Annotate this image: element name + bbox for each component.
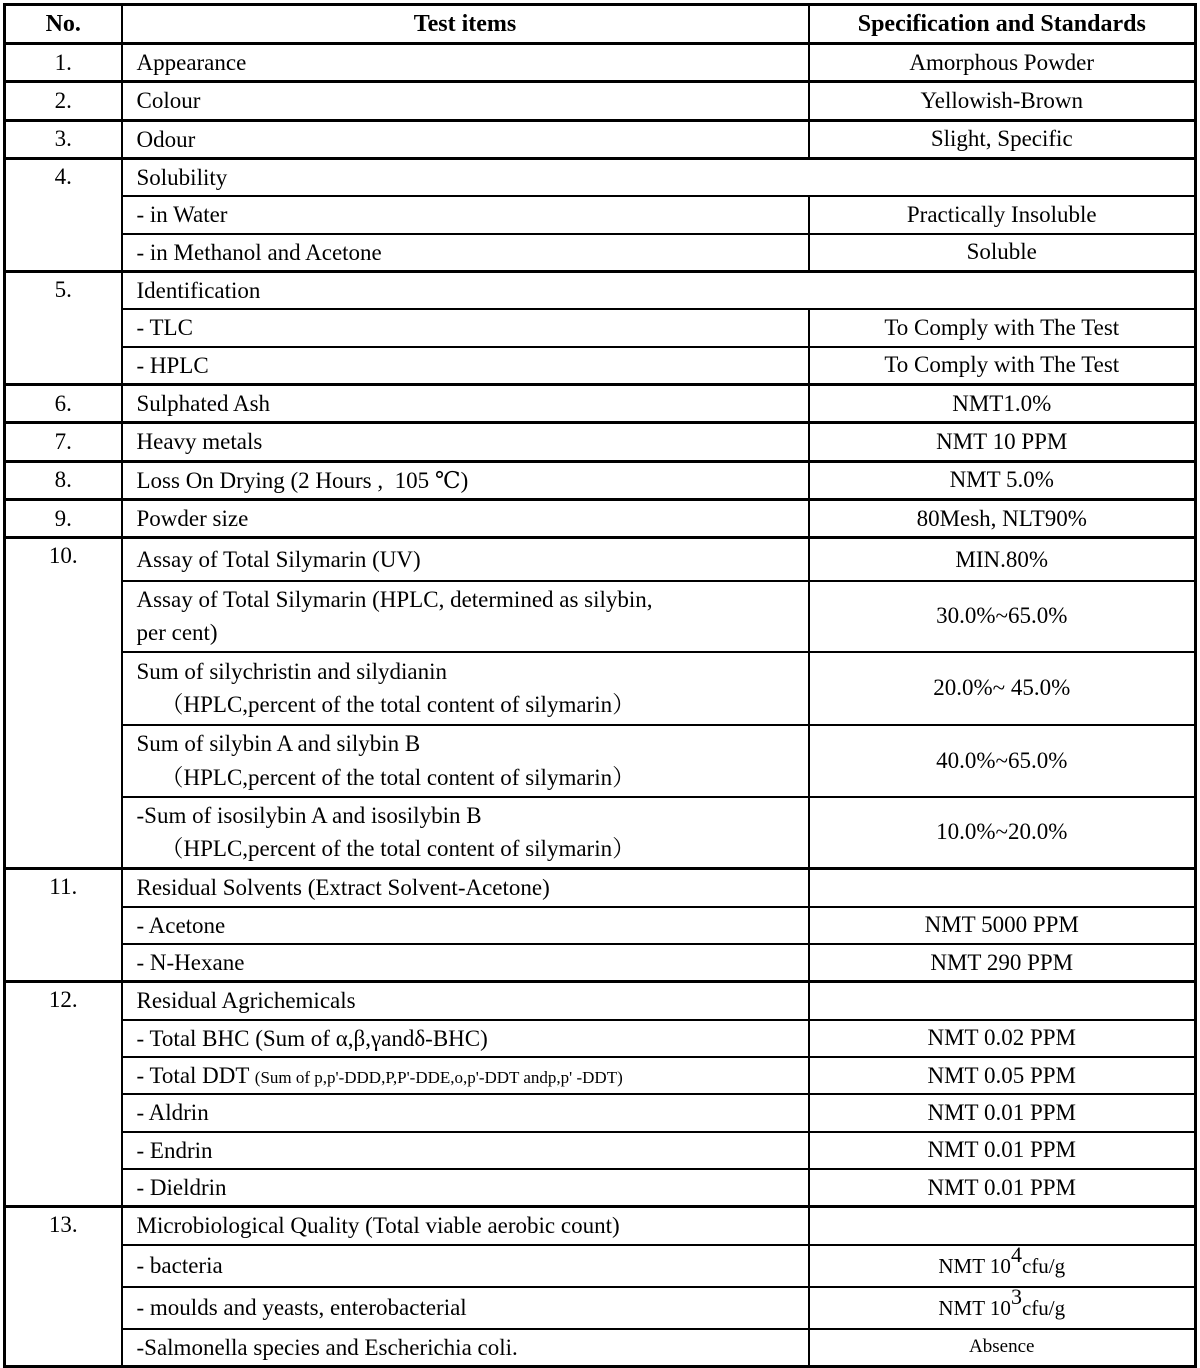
- table-row: [5, 272, 1196, 310]
- table-row: [5, 385, 1196, 423]
- table-row: [5, 500, 1196, 538]
- no-cell: 7.: [5, 423, 122, 461]
- table-row: [5, 196, 1196, 233]
- test-item-cell: Loss On Drying (2 Hours , 105 ℃): [122, 461, 809, 499]
- superscript-exponent: 3: [1010, 1286, 1022, 1309]
- spec-cell: Amorphous Powder: [809, 44, 1196, 82]
- table-header-row: [5, 5, 1196, 44]
- no-cell: 4.: [5, 159, 122, 272]
- spec-cell: NMT 0.01 PPM: [809, 1132, 1196, 1169]
- spec-cell: NMT 5000 PPM: [809, 907, 1196, 944]
- table-row: [5, 1169, 1196, 1207]
- no-cell: 9.: [5, 500, 122, 538]
- test-item-cell: - Total BHC (Sum of α,β,γandδ-BHC): [122, 1020, 809, 1057]
- superscript-exponent: 4: [1010, 1244, 1022, 1267]
- table-row: [5, 159, 1196, 197]
- spec-cell: [809, 1207, 1196, 1245]
- no-cell: 3.: [5, 120, 122, 158]
- col-header-no: No.: [5, 5, 122, 44]
- spec-cell: 30.0%~65.0%: [809, 581, 1196, 652]
- spec-cell: NMT 0.01 PPM: [809, 1094, 1196, 1131]
- table-row: [5, 538, 1196, 581]
- table-row: [5, 1329, 1196, 1367]
- table-row: [5, 907, 1196, 944]
- table-row: [5, 1020, 1196, 1057]
- table-row: [5, 461, 1196, 499]
- spec-cell: Absence: [809, 1329, 1196, 1367]
- spec-cell: [809, 982, 1196, 1020]
- spec-cell: Slight, Specific: [809, 120, 1196, 158]
- no-cell: 1.: [5, 44, 122, 82]
- col-header-test-items: Test items: [122, 5, 809, 44]
- test-item-cell: Colour: [122, 82, 809, 120]
- test-item-cell: - in Water: [122, 196, 809, 233]
- spec-cell: NMT 0.02 PPM: [809, 1020, 1196, 1057]
- test-item-cell: - moulds and yeasts, enterobacterial: [122, 1287, 809, 1329]
- table-row: [5, 347, 1196, 385]
- test-item-cell: -Sum of isosilybin A and isosilybin B （HPLC,percent of the total content of silymarin）: [122, 797, 809, 869]
- test-item-cell: - N-Hexane: [122, 944, 809, 982]
- spec-cell: [809, 869, 1196, 907]
- spec-cell: Soluble: [809, 234, 1196, 272]
- test-item-cell: - TLC: [122, 309, 809, 346]
- spec-cell: NMT 104cfu/g: [809, 1245, 1196, 1287]
- spec-cell: NMT 103cfu/g: [809, 1287, 1196, 1329]
- test-item-cell: - bacteria: [122, 1245, 809, 1287]
- spec-cell: 80Mesh, NLT90%: [809, 500, 1196, 538]
- specification-table: [3, 3, 1197, 1368]
- test-item-cell: Sum of silybin A and silybin B （HPLC,percent of the total content of silymarin）: [122, 725, 809, 797]
- spec-cell: NMT 5.0%: [809, 461, 1196, 499]
- table-row: [5, 82, 1196, 120]
- table-row: [5, 1245, 1196, 1287]
- spec-table-body: [5, 44, 1196, 1367]
- spec-cell: Practically Insoluble: [809, 196, 1196, 233]
- test-item-cell: Powder size: [122, 500, 809, 538]
- spec-cell: To Comply with The Test: [809, 309, 1196, 346]
- table-row: [5, 1094, 1196, 1131]
- table-row: [5, 1057, 1196, 1094]
- table-row: [5, 797, 1196, 869]
- test-item-cell: Appearance: [122, 44, 809, 82]
- spec-cell: MIN.80%: [809, 538, 1196, 581]
- table-row: [5, 944, 1196, 982]
- spec-cell: NMT 0.01 PPM: [809, 1169, 1196, 1207]
- test-item-cell: Assay of Total Silymarin (UV): [122, 538, 809, 581]
- test-item-cell: Sulphated Ash: [122, 385, 809, 423]
- test-item-cell: - Endrin: [122, 1132, 809, 1169]
- test-item-small-note: (Sum of p,p'-DDD,P,P'-DDE,o,p'-DDT andp,p' -DDT): [254, 1067, 623, 1087]
- spec-cell: NMT 0.05 PPM: [809, 1057, 1196, 1094]
- no-cell: 8.: [5, 461, 122, 499]
- spec-cell: Yellowish-Brown: [809, 82, 1196, 120]
- test-item-cell: Assay of Total Silymarin (HPLC, determined as silybin, per cent): [122, 581, 809, 652]
- col-header-specification: Specification and Standards: [809, 5, 1196, 44]
- test-item-cell: - HPLC: [122, 347, 809, 385]
- table-row: [5, 869, 1196, 907]
- table-row: [5, 1207, 1196, 1245]
- spec-cell: To Comply with The Test: [809, 347, 1196, 385]
- no-cell: 11.: [5, 869, 122, 982]
- test-item-cell: Odour: [122, 120, 809, 158]
- test-item-cell: - Aldrin: [122, 1094, 809, 1131]
- test-item-cell: Identification: [122, 272, 1196, 310]
- spec-cell: NMT 10 PPM: [809, 423, 1196, 461]
- no-cell: 2.: [5, 82, 122, 120]
- test-item-cell: - Dieldrin: [122, 1169, 809, 1207]
- table-row: [5, 652, 1196, 725]
- table-row: [5, 581, 1196, 652]
- test-item-cell: - Acetone: [122, 907, 809, 944]
- no-cell: 13.: [5, 1207, 122, 1367]
- test-item-cell: Residual Solvents (Extract Solvent-Acetone): [122, 869, 809, 907]
- no-cell: 5.: [5, 272, 122, 385]
- table-row: [5, 725, 1196, 797]
- table-row: [5, 1132, 1196, 1169]
- test-item-cell: -Salmonella species and Escherichia coli.: [122, 1329, 809, 1367]
- table-row: [5, 423, 1196, 461]
- table-row: [5, 309, 1196, 346]
- table-row: [5, 982, 1196, 1020]
- table-row: [5, 234, 1196, 272]
- no-cell: 6.: [5, 385, 122, 423]
- spec-cell: 40.0%~65.0%: [809, 725, 1196, 797]
- test-item-cell: Microbiological Quality (Total viable aerobic count): [122, 1207, 809, 1245]
- spec-cell: NMT1.0%: [809, 385, 1196, 423]
- spec-cell: NMT 290 PPM: [809, 944, 1196, 982]
- test-item-cell: - Total DDT (Sum of p,p'-DDD,P,P'-DDE,o,p'-DDT andp,p' -DDT): [122, 1057, 809, 1094]
- no-cell: 12.: [5, 982, 122, 1207]
- spec-cell: 20.0%~ 45.0%: [809, 652, 1196, 725]
- table-row: [5, 44, 1196, 82]
- test-item-cell: Residual Agrichemicals: [122, 982, 809, 1020]
- spec-cell: 10.0%~20.0%: [809, 797, 1196, 869]
- test-item-cell: - in Methanol and Acetone: [122, 234, 809, 272]
- no-cell: 10.: [5, 538, 122, 869]
- test-item-cell: Heavy metals: [122, 423, 809, 461]
- table-row: [5, 1287, 1196, 1329]
- table-row: [5, 120, 1196, 158]
- test-item-cell: Sum of silychristin and silydianin （HPLC,percent of the total content of silymarin）: [122, 652, 809, 725]
- test-item-cell: Solubility: [122, 159, 1196, 197]
